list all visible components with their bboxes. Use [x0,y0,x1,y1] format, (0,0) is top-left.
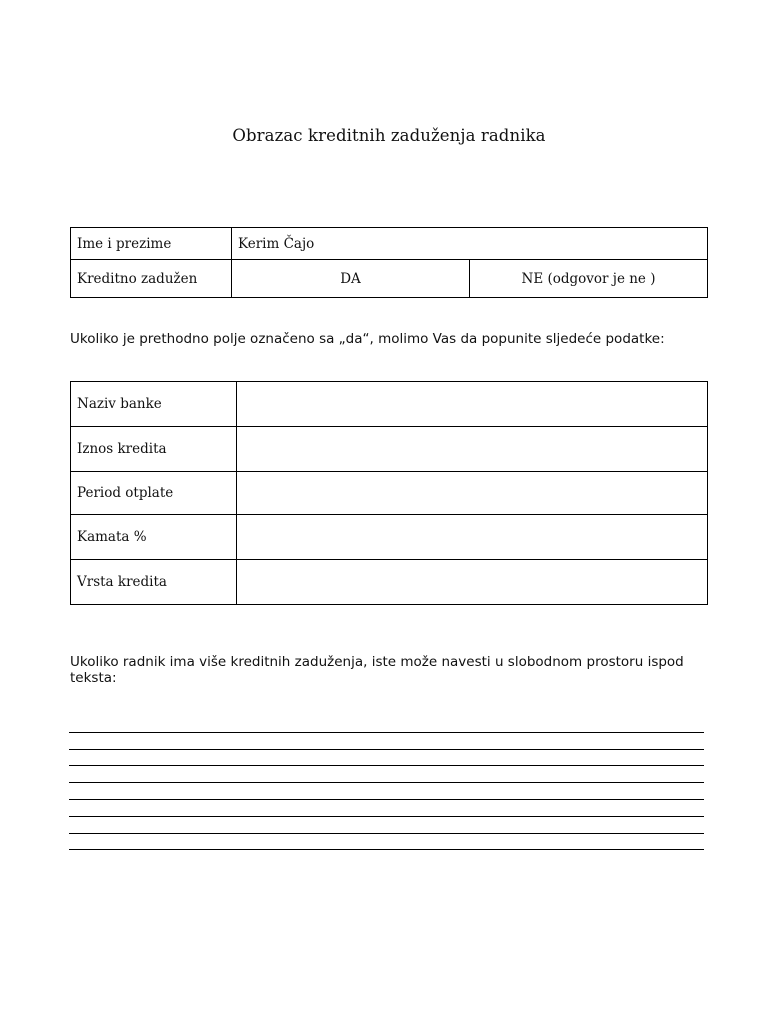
instruction-text-2: Ukoliko radnik ima više kreditnih zaduženja, iste može navesti u slobodnom prostoru ispod teksta: [70,654,684,686]
loan-details-table [70,381,708,605]
table-row [71,228,708,260]
repayment-period-label: Period otplate [71,472,237,515]
table-row [71,427,708,472]
loan-type-label: Vrsta kredita [71,560,237,605]
write-line[interactable] [69,716,704,733]
repayment-period-field[interactable] [237,472,708,515]
table-row [71,382,708,427]
bank-name-label: Naziv banke [71,382,237,427]
credit-status-label: Kreditno zadužen [71,260,232,298]
table-row [71,472,708,515]
interest-rate-field[interactable] [237,515,708,560]
write-line[interactable] [69,834,704,851]
loan-amount-label: Iznos kredita [71,427,237,472]
loan-amount-field[interactable] [237,427,708,472]
employee-info-table [70,227,708,298]
write-line[interactable] [69,783,704,800]
table-row [71,515,708,560]
name-value-field[interactable]: Kerim Čajo [232,228,708,260]
page-title: Obrazac kreditnih zaduženja radnika [232,126,546,145]
write-line[interactable] [69,766,704,783]
write-line[interactable] [69,800,704,817]
option-no[interactable]: NE (odgovor je ne ) [470,260,708,298]
write-line[interactable] [69,817,704,834]
free-text-area[interactable] [69,716,704,850]
instruction-text: Ukoliko je prethodno polje označeno sa „da“, molimo Vas da popunite sljedeće podatke: [70,331,665,347]
write-line[interactable] [69,733,704,750]
table-row [71,560,708,605]
option-yes[interactable]: DA [232,260,470,298]
name-label: Ime i prezime [71,228,232,260]
table-row [71,260,708,298]
write-line[interactable] [69,750,704,767]
bank-name-field[interactable] [237,382,708,427]
interest-rate-label: Kamata % [71,515,237,560]
loan-type-field[interactable] [237,560,708,605]
